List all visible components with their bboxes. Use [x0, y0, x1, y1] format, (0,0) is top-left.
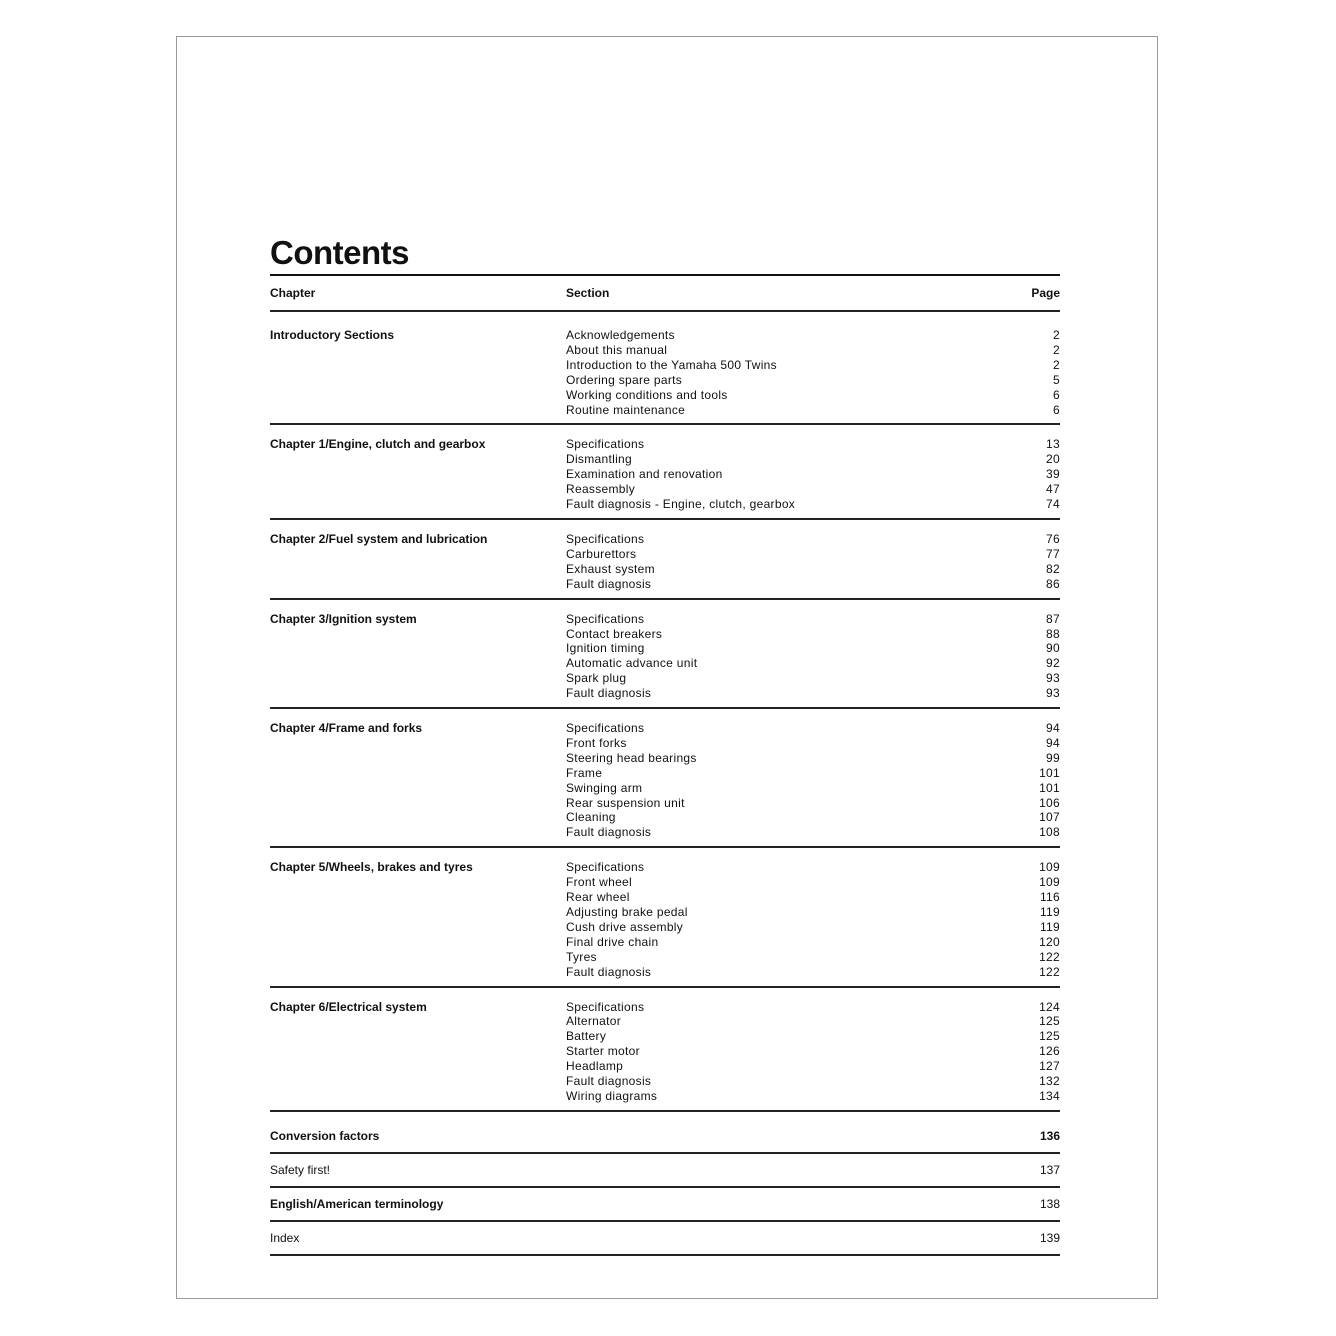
page-number: 116 [1039, 890, 1060, 905]
section-item[interactable]: Fault diagnosis - Engine, clutch, gearbox [566, 497, 796, 512]
page-number: 88 [1046, 626, 1060, 641]
section-item[interactable]: Contact breakers [566, 626, 663, 641]
chapter-group [270, 996, 1060, 1110]
section-item[interactable]: Working conditions and tools [566, 387, 728, 402]
section-item[interactable]: Alternator [566, 1014, 622, 1029]
section-list [566, 437, 1000, 512]
page-number: 108 [1039, 825, 1060, 840]
section-item[interactable]: Acknowledgements [566, 328, 675, 342]
page-number: 92 [1046, 656, 1060, 671]
page-number: 74 [1046, 497, 1060, 512]
page-number: 2 [1053, 342, 1060, 357]
page-list [1000, 1000, 1060, 1104]
section-list [566, 612, 1000, 701]
header-page: Page [1031, 286, 1060, 300]
section-item[interactable]: Front forks [566, 735, 627, 750]
page-number: 138 [1039, 1196, 1060, 1211]
page-list [1000, 328, 1060, 417]
chapter-group [270, 433, 1060, 518]
page-number: 125 [1039, 1014, 1060, 1029]
section-item[interactable]: Battery [566, 1029, 607, 1044]
page-number: 87 [1046, 611, 1060, 626]
chapter-title[interactable]: Chapter 1/Engine, clutch and gearbox [270, 437, 486, 452]
page-number: 139 [1039, 1230, 1060, 1245]
section-item[interactable]: Carburettors [566, 546, 637, 561]
page-number: 94 [1046, 721, 1060, 736]
single-entry [270, 1154, 1060, 1186]
chapter-title[interactable]: Chapter 6/Electrical system [270, 999, 427, 1014]
chapter-group [270, 717, 1060, 846]
page-number: 122 [1039, 949, 1060, 964]
entry-label[interactable]: Safety first! [270, 1162, 331, 1177]
page-number: 82 [1046, 561, 1060, 576]
section-item[interactable]: Examination and renovation [566, 467, 723, 482]
entry-label[interactable]: Conversion factors [270, 1128, 380, 1143]
section-item[interactable]: Specifications [566, 721, 645, 736]
page-number: 76 [1046, 531, 1060, 546]
chapter-group [270, 528, 1060, 598]
section-item[interactable]: Cush drive assembly [566, 919, 684, 934]
single-entry [270, 1222, 1060, 1254]
section-item[interactable]: Fault diagnosis [566, 964, 652, 979]
page-list [1000, 612, 1060, 701]
entry-label[interactable]: Index [270, 1230, 300, 1245]
section-item[interactable]: Headlamp [566, 1059, 624, 1074]
header-chapter: Chapter [270, 286, 316, 300]
section-item[interactable]: Reassembly [566, 482, 636, 497]
section-item[interactable]: Fault diagnosis [566, 825, 652, 840]
chapter-group [270, 324, 1060, 423]
section-item[interactable]: Final drive chain [566, 934, 659, 949]
page-list [1000, 721, 1060, 840]
page-number: 2 [1053, 328, 1060, 342]
entry-label[interactable]: English/American terminology [270, 1196, 444, 1211]
page-number: 124 [1039, 999, 1060, 1014]
page-number: 6 [1053, 387, 1060, 402]
section-item[interactable]: Cleaning [566, 810, 616, 825]
page-list [1000, 532, 1060, 592]
chapter-title[interactable]: Chapter 2/Fuel system and lubrication [270, 531, 488, 546]
page-number: 119 [1039, 919, 1060, 934]
page-number: 107 [1039, 810, 1060, 825]
header-section: Section [566, 286, 610, 300]
section-item[interactable]: Specifications [566, 860, 645, 875]
section-item[interactable]: Front wheel [566, 875, 632, 890]
section-item[interactable]: Introduction to the Yamaha 500 Twins [566, 357, 777, 372]
page-number: 120 [1039, 934, 1060, 949]
page-number: 119 [1039, 905, 1060, 919]
page-number: 93 [1046, 671, 1060, 686]
page-number: 20 [1046, 452, 1060, 467]
section-item[interactable]: Starter motor [566, 1044, 640, 1059]
chapter-group [270, 856, 1060, 985]
section-item[interactable]: Fault diagnosis [566, 1074, 652, 1089]
chapter-title[interactable]: Chapter 3/Ignition system [270, 611, 417, 626]
section-item[interactable]: Dismantling [566, 452, 632, 467]
chapter-title[interactable]: Chapter 5/Wheels, brakes and tyres [270, 860, 473, 875]
section-list [566, 1000, 1000, 1104]
page-number: 136 [1039, 1128, 1060, 1143]
section-item[interactable]: Specifications [566, 999, 645, 1014]
page-number: 101 [1039, 765, 1060, 780]
page-number: 94 [1046, 735, 1060, 750]
chapter-groups [270, 324, 1060, 1120]
page-number: 13 [1046, 437, 1060, 452]
section-item[interactable]: Automatic advance unit [566, 656, 698, 671]
page-number: 93 [1046, 686, 1060, 701]
section-item[interactable]: Exhaust system [566, 561, 655, 576]
section-list [566, 721, 1000, 840]
section-item[interactable]: Fault diagnosis [566, 686, 652, 701]
page-number: 134 [1039, 1088, 1060, 1103]
section-item[interactable]: Rear wheel [566, 890, 630, 905]
section-item[interactable]: About this manual [566, 342, 668, 357]
page-number: 109 [1039, 860, 1060, 875]
section-item[interactable]: Swinging arm [566, 780, 643, 795]
section-item[interactable]: Steering head bearings [566, 750, 697, 765]
section-item[interactable]: Specifications [566, 531, 645, 546]
page-title: Contents [270, 234, 409, 271]
section-item[interactable]: Adjusting brake pedal [566, 905, 688, 919]
chapter-title[interactable]: Chapter 4/Frame and forks [270, 721, 423, 736]
page-number: 86 [1046, 576, 1060, 591]
page-number: 77 [1046, 546, 1060, 561]
page-number: 127 [1039, 1059, 1060, 1074]
page-number: 5 [1053, 372, 1060, 387]
chapter-title[interactable]: Introductory Sections [270, 328, 395, 342]
section-item[interactable]: Routine maintenance [566, 402, 686, 417]
section-item[interactable]: Ordering spare parts [566, 372, 683, 387]
page-number: 109 [1039, 875, 1060, 890]
page-number: 6 [1053, 402, 1060, 417]
page-number: 90 [1046, 641, 1060, 656]
section-item[interactable]: Specifications [566, 437, 645, 452]
single-entries [270, 1120, 1060, 1256]
page-number: 99 [1046, 750, 1060, 765]
page-number: 132 [1039, 1074, 1060, 1089]
section-list [566, 860, 1000, 979]
page-number: 47 [1046, 482, 1060, 497]
page-list [1000, 437, 1060, 512]
section-item[interactable]: Specifications [566, 611, 645, 626]
single-entry [270, 1120, 1060, 1152]
page-number: 126 [1039, 1044, 1060, 1059]
section-item[interactable]: Fault diagnosis [566, 576, 652, 591]
section-item[interactable]: Wiring diagrams [566, 1088, 658, 1103]
section-item[interactable]: Spark plug [566, 671, 627, 686]
page-number: 39 [1046, 467, 1060, 482]
section-item[interactable]: Tyres [566, 949, 597, 964]
section-item[interactable]: Frame [566, 765, 603, 780]
page-number: 106 [1039, 795, 1060, 810]
page-number: 2 [1053, 357, 1060, 372]
section-list [566, 532, 1000, 592]
section-list [566, 328, 1000, 417]
page-number: 125 [1039, 1029, 1060, 1044]
section-item[interactable]: Rear suspension unit [566, 795, 685, 810]
page-number: 122 [1039, 964, 1060, 979]
chapter-group [270, 608, 1060, 707]
page-list [1000, 860, 1060, 979]
section-item[interactable]: Ignition timing [566, 641, 645, 656]
entry-rule [270, 1254, 1060, 1256]
contents-page [270, 232, 1060, 1256]
single-entry [270, 1188, 1060, 1220]
page-number: 101 [1039, 780, 1060, 795]
page-number: 137 [1039, 1162, 1060, 1177]
column-headers [270, 276, 1060, 310]
